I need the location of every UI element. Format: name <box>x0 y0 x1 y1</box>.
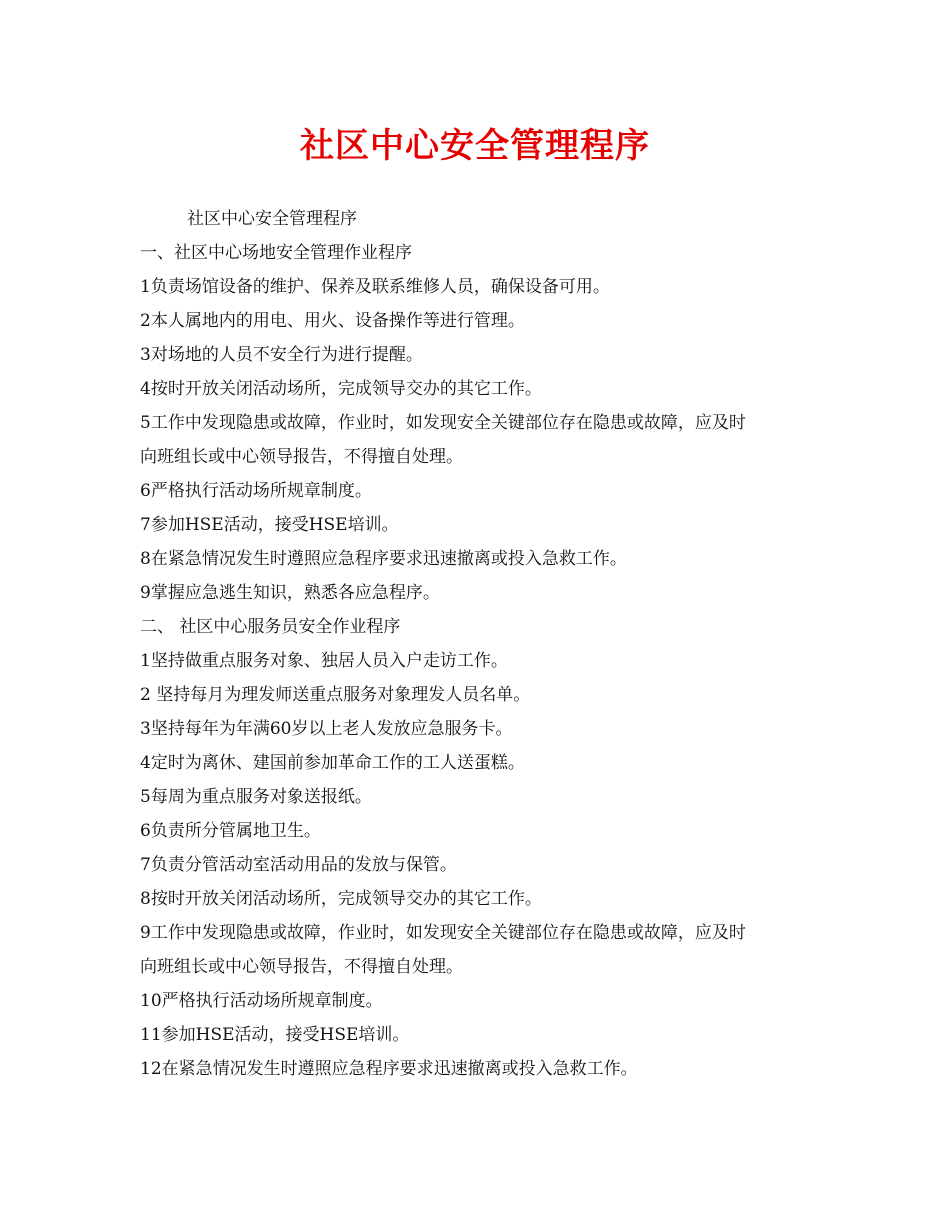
body-line: 3对场地的人员不安全行为进行提醒。 <box>140 345 423 365</box>
body-line: 社区中心安全管理程序 <box>187 209 357 229</box>
body-line: 二、 社区中心服务员安全作业程序 <box>140 617 401 637</box>
body-line: 6负责所分管属地卫生。 <box>140 821 321 841</box>
body-line: 4按时开放关闭活动场所，完成领导交办的其它工作。 <box>140 379 542 399</box>
body-line: 5每周为重点服务对象送报纸。 <box>140 787 372 807</box>
body-line: 7负责分管活动室活动用品的发放与保管。 <box>140 855 457 875</box>
document-title: 社区中心安全管理程序 <box>300 126 650 166</box>
body-line: 8按时开放关闭活动场所，完成领导交办的其它工作。 <box>140 889 542 909</box>
body-line: 2本人属地内的用电、用火、设备操作等进行管理。 <box>140 311 525 331</box>
document-body <box>140 202 820 1086</box>
body-line: 3坚持每年为年满60岁以上老人发放应急服务卡。 <box>140 719 513 739</box>
body-line: 9工作中发现隐患或故障，作业时，如发现安全关键部位存在隐患或故障，应及时 <box>140 923 746 943</box>
body-line: 5工作中发现隐患或故障，作业时，如发现安全关键部位存在隐患或故障，应及时 <box>140 413 746 433</box>
body-line: 10严格执行活动场所规章制度。 <box>140 991 383 1011</box>
body-line: 12在紧急情况发生时遵照应急程序要求迅速撤离或投入急救工作。 <box>140 1059 638 1079</box>
body-line: 7参加HSE活动，接受HSE培训。 <box>140 515 399 535</box>
body-line: 1负责场馆设备的维护、保养及联系维修人员，确保设备可用。 <box>140 277 610 297</box>
body-line: 8在紧急情况发生时遵照应急程序要求迅速撤离或投入急救工作。 <box>140 549 627 569</box>
body-line: 11参加HSE活动，接受HSE培训。 <box>140 1025 410 1045</box>
body-line: 6严格执行活动场所规章制度。 <box>140 481 372 501</box>
body-line: 4定时为离休、建国前参加革命工作的工人送蛋糕。 <box>140 753 525 773</box>
body-line: 一、社区中心场地安全管理作业程序 <box>140 243 412 263</box>
body-line: 向班组长或中心领导报告，不得擅自处理。 <box>140 447 463 467</box>
body-line: 1坚持做重点服务对象、独居人员入户走访工作。 <box>140 651 508 671</box>
body-line: 向班组长或中心领导报告，不得擅自处理。 <box>140 957 463 977</box>
body-line: 2 坚持每月为理发师送重点服务对象理发人员名单。 <box>140 685 531 705</box>
body-line: 9掌握应急逃生知识，熟悉各应急程序。 <box>140 583 440 603</box>
